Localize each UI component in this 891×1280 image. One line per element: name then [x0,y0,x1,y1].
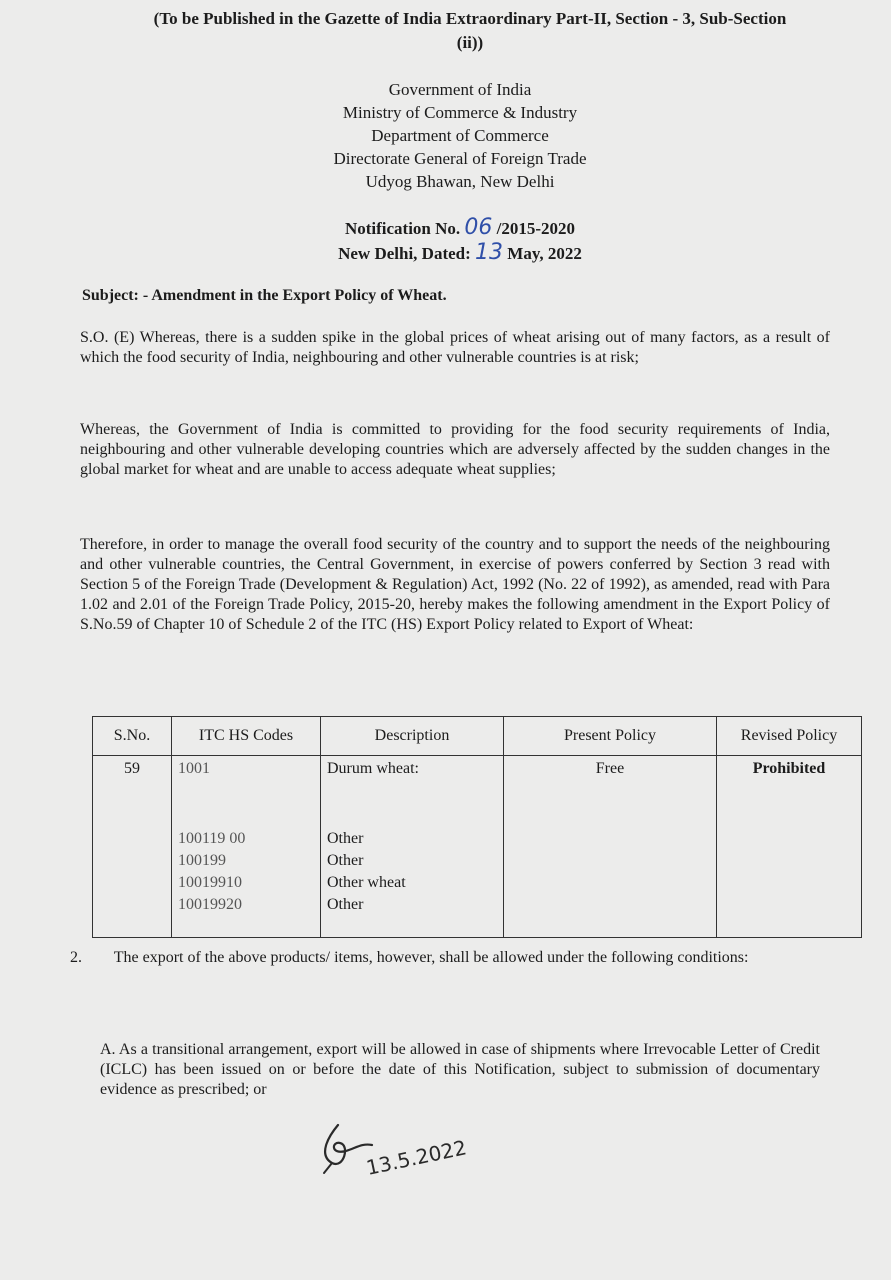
office-header [240,78,680,193]
office-line-2: Ministry of Commerce & Industry [342,103,578,122]
paragraph-1: S.O. (E) Whereas, there is a sudden spike in the global prices of wheat arising out of many factors, as a result of which the food security of India, neighbouring and other vulnerable countries is at risk; [80,329,830,366]
handwritten-day: 13 [475,240,504,265]
cell-revised-policy: Prohibited [717,756,862,938]
cell-hs-codes [172,756,321,938]
office-line-4: Directorate General of Foreign Trade [333,149,587,168]
subject-line: Subject: - Amendment in the Export Policy of Wheat. [82,287,447,304]
header-revised-policy: Revised Policy [717,717,862,756]
signature-scribble [310,1115,500,1185]
condition-a [100,1040,820,1100]
cell-sno: 59 [93,756,172,938]
handwritten-number: 06 [464,215,493,240]
office-line-5: Udyog Bhawan, New Delhi [365,172,555,191]
header-sno: S.No. [93,717,172,756]
notification-date: New Delhi, Dated: 13 May, 2022 [338,240,582,265]
office-line-3: Department of Commerce [371,126,549,145]
paragraph-3: Therefore, in order to manage the overall food security of the country and to support the needs of the neighbouring and other vulnerable countries, the Central Government, in exercise of powers conferred by Section 3 read with Section 5 of the Foreign Trade (Development & Regulation) Act, 1992 (No. 22 of 1992), as amended, read with Para 1.02 and 2.01 of the Foreign Trade Policy, 2015-20, hereby makes the following amendment in the Export Policy of S.No.59 of Chapter 10 of Schedule 2 of the ITC (HS) Export Policy related to Export of Wheat: [80,536,830,633]
sub-hs-codes: 100119 00 100199 10019910 10019920 [178,830,246,913]
gazette-line-2: (ii)) [456,33,484,52]
header-present-policy: Present Policy [504,717,717,756]
cell-present-policy: Free [504,756,717,938]
header-description: Description [321,717,504,756]
export-policy-table [92,716,862,938]
paragraph-2: Whereas, the Government of India is committed to providing for the food security requirements of India, neighbouring and other vulnerable developing countries which are adversely affected by the sudden changes in the global market for wheat and are unable to access adequate wheat supplies; [80,421,830,478]
office-line-1: Government of India [388,80,532,99]
cell-description [321,756,504,938]
signature-date: 13.5.2022 [364,1135,469,1180]
para-2-text: The export of the above products/ items, however, shall be allowed under the following conditions: [113,949,749,966]
table-row [93,756,862,938]
gazette-line-1: (To be Published in the Gazette of India Extraordinary Part-II, Section - 3, Sub-Section [153,9,787,28]
main-hs-code: 1001 [178,760,210,777]
table-header-row [93,717,862,756]
header-hs-codes: ITC HS Codes [172,717,321,756]
condition-a-text: As a transitional arrangement, export will be allowed in case of shipments where Irrevocable Letter of Credit (ICLC) has been issued on or before the date of this Notification, subject to submission of documentary evidence as prescribed; or [100,1041,821,1098]
signature [310,1115,500,1190]
paragraph-2-conditions [70,948,830,968]
main-description: Durum wheat: [327,760,419,777]
condition-label: A. [100,1041,116,1058]
notification-number: Notification No. 06 /2015-2020 [344,215,576,240]
para-number: 2. [70,949,82,966]
sub-descriptions: Other Other Other wheat Other [327,830,406,913]
